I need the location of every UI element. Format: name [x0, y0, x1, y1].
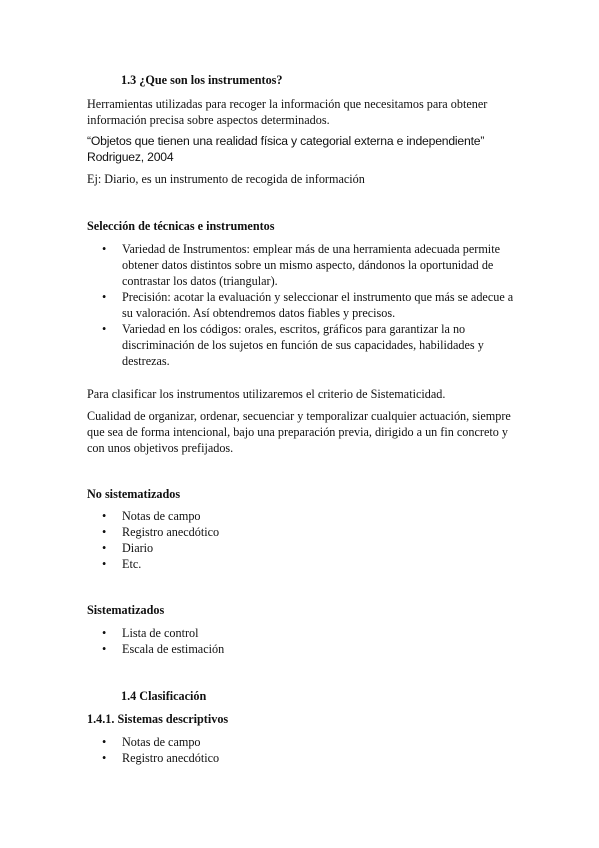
bullet-icon: • [102, 642, 107, 656]
bullet-icon: • [102, 322, 107, 336]
bullet-icon: • [102, 509, 107, 523]
sistematizados-list [87, 625, 527, 657]
section-1-4-heading: 1.4 Clasificación [121, 689, 207, 703]
list-item: • Lista de control [102, 626, 199, 640]
section-1-4-1-heading: 1.4.1. Sistemas descriptivos [87, 712, 229, 726]
section-1-3-heading: 1.3 ¿Que son los instrumentos? [121, 73, 283, 87]
list-item: • Registro anecdótico [102, 751, 220, 765]
no-sistematizados-list [87, 508, 527, 572]
bullet-icon: • [102, 541, 107, 555]
sistematizados-heading: Sistematizados [87, 603, 165, 617]
bullet-icon: • [102, 242, 107, 256]
bullet-icon: • [102, 751, 107, 765]
seleccion-list [87, 241, 527, 369]
list-item: • Notas de campo [102, 735, 201, 749]
list-item: • Etc. [102, 557, 142, 571]
sistemas-descriptivos-list [87, 734, 527, 766]
list-item: • Variedad de Instrumentos: emplear más de una herramienta adecuada permite obtener datos distintos sobre un mismo aspecto, dándonos la oportunidad de contrastar los datos (triangular). [102, 242, 500, 288]
section-1-3-paragraph: Herramientas utilizadas para recoger la información que necesitamos para obtener información precisa sobre aspectos determinados. [87, 97, 488, 127]
bullet-icon: • [102, 290, 107, 304]
list-item: • Diario [102, 541, 154, 555]
list-item: • Variedad en los códigos: orales, escritos, gráficos para garantizar la no discriminación de los sujetos en función de sus capacidades, habilidades y destrezas. [102, 322, 484, 368]
no-sistematizados-heading: No sistematizados [87, 487, 181, 501]
list-item: • Escala de estimación [102, 642, 225, 656]
bullet-icon: • [102, 525, 107, 539]
list-item: • Precisión: acotar la evaluación y seleccionar el instrumento que más se adecue a su valoración. Así obtendremos datos fiables y precisos. [102, 290, 514, 320]
bullet-icon: • [102, 557, 107, 571]
bullet-icon: • [102, 626, 107, 640]
sistematicidad-paragraph: Cualidad de organizar, ordenar, secuenciar y temporalizar cualquier actuación, siempre que sea de forma intencional, bajo una preparación previa, dirigido a un fin concreto y con unos objetivos prefijados. [87, 409, 511, 455]
quote-paragraph: “Objetos que tienen una realidad física y categorial externa e independiente” Rodriguez, 2004 [87, 134, 485, 164]
bullet-icon: • [102, 735, 107, 749]
seleccion-heading: Selección de técnicas e instrumentos [87, 219, 275, 233]
list-item: • Notas de campo [102, 509, 201, 523]
example-paragraph: Ej: Diario, es un instrumento de recogida de información [87, 172, 365, 186]
clasificar-paragraph: Para clasificar los instrumentos utilizaremos el criterio de Sistematicidad. [87, 387, 446, 401]
list-item: • Registro anecdótico [102, 525, 220, 539]
